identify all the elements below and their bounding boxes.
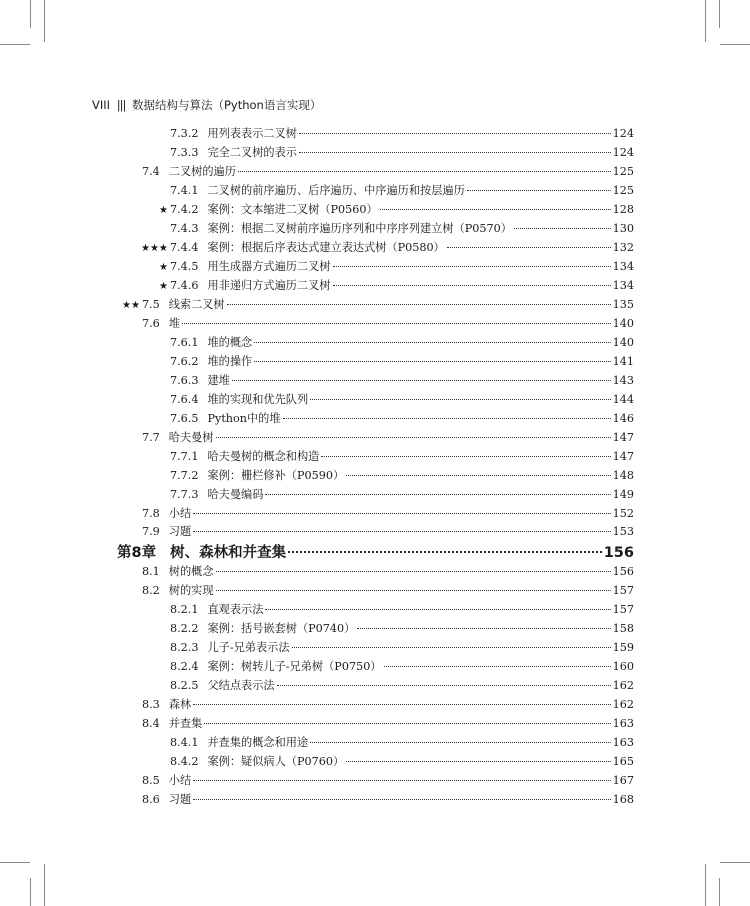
toc-title: 用列表表示二叉树 [207,127,297,140]
toc-number: 7.7 [142,431,160,444]
toc-title: 二叉树的遍历 [168,165,236,178]
toc-subsection-entry[interactable] [170,126,634,142]
toc-subsection-entry[interactable] [141,240,634,256]
toc-page-number: 156 [603,545,634,561]
toc-number: 7.6.1 [170,336,199,349]
toc-page-number: 148 [612,469,634,482]
dot-leader [216,571,611,572]
toc-title: 线索二叉树 [168,298,225,311]
dot-leader [193,704,610,705]
toc-subsection-entry[interactable] [170,145,634,161]
dot-leader [232,380,611,381]
toc-page-number: 132 [612,241,634,254]
toc-number: 7.7.3 [170,488,199,501]
toc-number: 8.2.1 [170,603,199,616]
toc-section-entry[interactable] [142,716,634,732]
toc-page-number: 134 [612,260,634,273]
toc-section-entry[interactable] [142,524,634,540]
toc-number: 8.4.1 [170,736,199,749]
toc-title: 案例：文本缩进二叉树（P0560） [207,203,378,216]
toc-title: 习题 [168,525,192,538]
toc-number: 8.4 [142,717,160,730]
dot-leader [310,742,610,743]
toc-number: 7.4.3 [170,222,199,235]
toc-page-number: 157 [612,584,634,597]
dot-leader [321,456,610,457]
toc-number: 7.4.4 [169,241,199,254]
dot-leader [193,780,610,781]
toc-page-number: 165 [612,755,634,768]
dot-leader [333,266,611,267]
toc-title: 并查集的概念和用途 [207,736,309,749]
book-title: 数据结构与算法（Python语言实现） [131,98,322,112]
toc-number: 8.2.5 [170,679,199,692]
toc-subsection-entry[interactable] [170,602,634,618]
toc-number: 7.4.1 [170,184,199,197]
toc-title: 案例：栅栏修补（P0590） [207,469,345,482]
dot-leader [265,609,610,610]
dot-leader [182,323,611,324]
dot-leader [238,171,611,172]
toc-title: 父结点表示法 [207,679,275,692]
toc-subsection-entry[interactable] [170,678,634,694]
toc-number: 7.4.6 [169,279,199,292]
dot-leader [283,418,611,419]
toc-title: 二叉树的前序遍历、后序遍历、中序遍历和按层遍历 [207,184,465,197]
toc-subsection-entry[interactable] [170,411,634,427]
toc-number: 7.3.3 [170,146,199,159]
difficulty-stars: ★★ [122,300,140,311]
toc-page-number: 163 [612,736,634,749]
toc-number: 8.4.2 [170,755,199,768]
toc-number: 7.7.1 [170,450,199,463]
toc-title: 小结 [168,774,192,787]
toc-number: 7.3.2 [170,127,199,140]
toc-page-number: 149 [612,488,634,501]
toc-title: 哈夫曼编码 [207,488,264,501]
toc-number: 第8章 [117,545,157,561]
toc-chapter-entry[interactable] [117,543,634,563]
toc-section-entry[interactable] [142,792,634,808]
dot-leader [467,190,611,191]
toc-title: 用非递归方式遍历二叉树 [207,279,331,292]
dot-leader [310,399,610,400]
toc-title: 树的实现 [168,584,214,597]
toc-subsection-entry[interactable] [170,392,634,408]
toc-number: 8.2 [142,584,160,597]
toc-number: 7.8 [142,507,160,520]
dot-leader [216,590,611,591]
toc-page-number: 163 [612,717,634,730]
toc-title: Python中的堆 [207,412,281,425]
difficulty-stars: ★ [159,281,168,292]
toc-title: 案例：根据二叉树前序遍历序列和中序序列建立树（P0570） [207,222,512,235]
difficulty-stars: ★ [159,205,168,216]
toc-title: 堆的概念 [207,336,253,349]
dot-leader [193,799,610,800]
dot-leader [193,531,610,532]
toc-number: 7.9 [142,525,160,538]
toc-title: 堆的操作 [207,355,253,368]
toc-page-number: 140 [612,336,634,349]
toc-subsection-entry[interactable] [170,487,634,503]
difficulty-stars: ★★★ [141,243,168,254]
toc-number: 7.4 [142,165,160,178]
toc-title: 案例：括号嵌套树（P0740） [207,622,356,635]
toc-title: 哈夫曼树 [168,431,214,444]
toc-title: 建堆 [207,374,230,387]
toc-page-number: 162 [612,698,634,711]
toc-page-number: 153 [612,525,634,538]
page-number-roman: VIII [92,98,111,112]
toc-number: 8.5 [142,774,160,787]
header-separator: ||| [116,98,126,112]
dot-leader [299,152,611,153]
toc-number: 7.5 [141,298,160,311]
dot-leader [447,247,611,248]
toc-title: 哈夫曼树的概念和构造 [207,450,320,463]
toc-page-number: 124 [612,146,634,159]
dot-leader [514,228,611,229]
toc-subsection-entry[interactable] [170,183,634,199]
toc-title: 堆的实现和优先队列 [207,393,309,406]
toc-section-entry[interactable] [142,316,634,332]
dot-leader [193,513,610,514]
toc-title: 用生成器方式遍历二叉树 [207,260,331,273]
dot-leader [204,723,610,724]
toc-page-number: 144 [612,393,634,406]
toc-subsection-entry[interactable] [170,640,634,656]
toc-title: 案例：根据后序表达式建立表达式树（P0580） [207,241,445,254]
toc-title: 案例：树转儿子-兄弟树（P0750） [207,660,382,673]
toc-page-number: 152 [612,507,634,520]
toc-page-number: 125 [612,184,634,197]
dot-leader [288,551,602,553]
toc-subsection-entry[interactable] [170,335,634,351]
dot-leader [299,133,611,134]
toc-page-number: 158 [612,622,634,635]
toc-page-number: 135 [612,298,634,311]
toc-subsection-entry[interactable] [170,354,634,370]
toc-subsection-entry[interactable] [170,373,634,389]
toc-page-number: 125 [612,165,634,178]
toc-subsection-entry[interactable] [170,221,634,237]
toc-title: 习题 [168,793,192,806]
toc-subsection-entry[interactable] [170,449,634,465]
toc-title: 小结 [168,507,192,520]
toc-subsection-entry[interactable] [170,468,634,484]
toc-title: 儿子-兄弟表示法 [207,641,290,654]
dot-leader [333,285,611,286]
toc-page-number: 162 [612,679,634,692]
dot-leader [265,494,610,495]
toc-title: 堆 [168,317,180,330]
toc-page-number: 168 [612,793,634,806]
dot-leader [216,437,611,438]
toc-title: 直观表示法 [207,603,264,616]
toc-title: 完全二叉树的表示 [207,146,297,159]
toc-title: 树、森林和并查集 [170,545,287,561]
toc-number: 8.3 [142,698,160,711]
toc-page-number: 124 [612,127,634,140]
dot-leader [346,761,610,762]
toc-number: 7.6 [142,317,160,330]
toc-page-number: 167 [612,774,634,787]
toc-number: 7.6.3 [170,374,199,387]
toc-section-entry[interactable] [142,164,634,180]
toc-number: 7.4.5 [169,260,199,273]
toc-subsection-entry[interactable] [159,278,634,294]
dot-leader [292,647,611,648]
toc-page-number: 143 [612,374,634,387]
toc-subsection-entry[interactable] [159,202,634,218]
toc-subsection-entry[interactable] [159,259,634,275]
toc-page-number: 147 [612,450,634,463]
toc-title: 树的概念 [168,565,214,578]
toc-number: 8.2.2 [170,622,199,635]
toc-page-number: 147 [612,431,634,444]
toc-page-number: 134 [612,279,634,292]
dot-leader [254,342,610,343]
dot-leader [227,304,611,305]
dot-leader [380,209,611,210]
toc-section-entry[interactable] [122,297,634,313]
toc-number: 7.4.2 [169,203,199,216]
toc-number: 8.1 [142,565,160,578]
toc-number: 7.6.4 [170,393,199,406]
toc-page-number: 157 [612,603,634,616]
toc-number: 8.2.3 [170,641,199,654]
toc-page-number: 159 [612,641,634,654]
dot-leader [254,361,610,362]
dot-leader [277,685,611,686]
toc-section-entry[interactable] [142,773,634,789]
dot-leader [384,666,611,667]
toc-section-entry[interactable] [142,697,634,713]
toc-page-number: 146 [612,412,634,425]
toc-number: 8.6 [142,793,160,806]
toc-section-entry[interactable] [142,564,634,580]
toc-subsection-entry[interactable] [170,754,634,770]
toc-page-number: 141 [612,355,634,368]
toc-page-number: 130 [612,222,634,235]
toc-subsection-entry[interactable] [170,621,634,637]
toc-title: 并查集 [168,717,203,730]
toc-page-number: 156 [612,565,634,578]
toc-number: 7.6.2 [170,355,199,368]
toc-number: 7.7.2 [170,469,199,482]
dot-leader [357,628,610,629]
toc-page-number: 140 [612,317,634,330]
difficulty-stars: ★ [159,262,168,273]
toc-section-entry[interactable] [142,506,634,522]
toc-subsection-entry[interactable] [170,735,634,751]
toc-page-number: 160 [612,660,634,673]
toc-section-entry[interactable] [142,583,634,599]
toc-title: 森林 [168,698,192,711]
toc-number: 8.2.4 [170,660,199,673]
toc-title: 案例：疑似病人（P0760） [207,755,345,768]
toc-section-entry[interactable] [142,430,634,446]
toc-page-number: 128 [612,203,634,216]
toc-subsection-entry[interactable] [170,659,634,675]
dot-leader [346,475,610,476]
toc-number: 7.6.5 [170,412,199,425]
